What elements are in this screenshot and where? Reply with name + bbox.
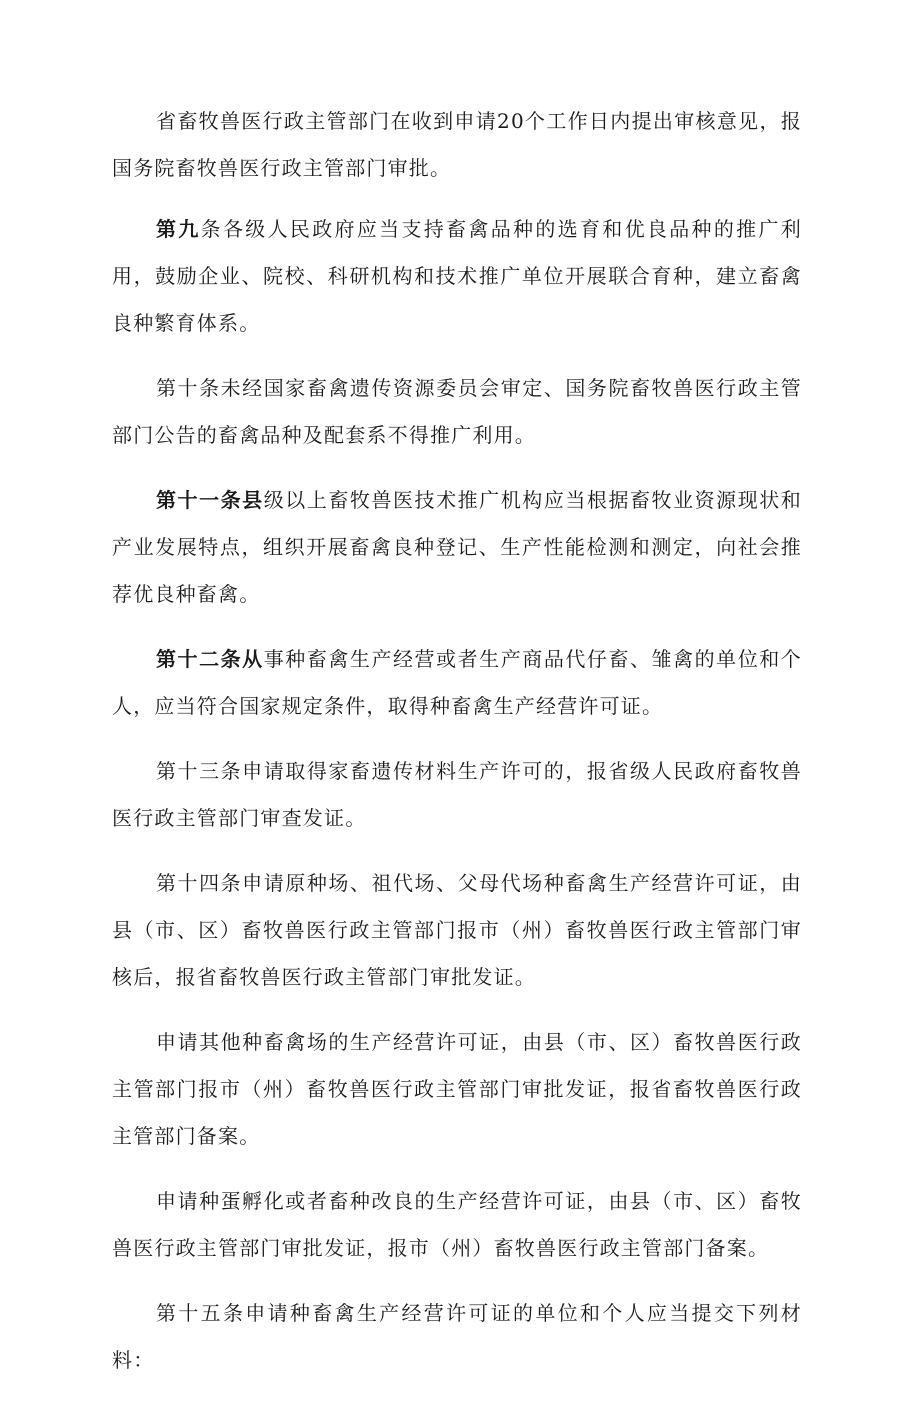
paragraph-article-11	[112, 477, 802, 618]
document-body	[112, 98, 802, 1402]
article-heading: 第十一条县	[156, 488, 264, 512]
paragraph-article-14	[112, 860, 802, 1001]
paragraph-article-12	[112, 636, 802, 730]
paragraph-text: 第十三条申请取得家畜遗传材料生产许可的，报省级人民政府畜牧兽医行政主管部门审查发证。	[112, 759, 802, 830]
paragraph-article-10	[112, 365, 802, 459]
paragraph-text: 申请种蛋孵化或者畜种改良的生产经营许可证，由县（市、区）畜牧兽医行政主管部门审批发证，报市（州）畜牧兽医行政主管部门备案。	[112, 1189, 802, 1260]
paragraph-text: 申请其他种畜禽场的生产经营许可证，由县（市、区）畜牧兽医行政主管部门报市（州）畜牧兽医行政主管部门审批发证，报省畜牧兽医行政主管部门备案。	[112, 1030, 802, 1148]
article-heading: 第十二条从	[156, 647, 264, 671]
paragraph-text: 条各级人民政府应当支持畜禽品种的选育和优良品种的推广利用，鼓励企业、院校、科研机构和技术推广单位开展联合育种，建立畜禽良种繁育体系。	[112, 217, 802, 335]
paragraph-article-13	[112, 748, 802, 842]
paragraph-article-15	[112, 1290, 802, 1384]
paragraph-hatching-breeding	[112, 1178, 802, 1272]
paragraph-text: 第十五条申请种畜禽生产经营许可证的单位和个人应当提交下列材料：	[112, 1301, 802, 1372]
paragraph-text: 省畜牧兽医行政主管部门在收到申请20个工作日内提出审核意见，报国务院畜牧兽医行政主管部门审批。	[112, 109, 802, 180]
article-heading: 第九	[156, 217, 201, 241]
paragraph-article-9	[112, 206, 802, 347]
paragraph-text: 级以上畜牧兽医技术推广机构应当根据畜牧业资源现状和产业发展特点，组织开展畜禽良种登记、生产性能检测和测定，向社会推荐优良种畜禽。	[112, 488, 803, 606]
paragraph-other-farms	[112, 1019, 802, 1160]
paragraph-text: 事种畜禽生产经营或者生产商品代仔畜、雏禽的单位和个人，应当符合国家规定条件，取得种畜禽生产经营许可证。	[112, 647, 803, 718]
paragraph-text: 第十四条申请原种场、祖代场、父母代场种畜禽生产经营许可证，由县（市、区）畜牧兽医行政主管部门报市（州）畜牧兽医行政主管部门审核后，报省畜牧兽医行政主管部门审批发证。	[112, 871, 802, 989]
paragraph-text: 第十条未经国家畜禽遗传资源委员会审定、国务院畜牧兽医行政主管部门公告的畜禽品种及配套系不得推广利用。	[112, 376, 802, 447]
paragraph-approval-procedure	[112, 98, 802, 192]
